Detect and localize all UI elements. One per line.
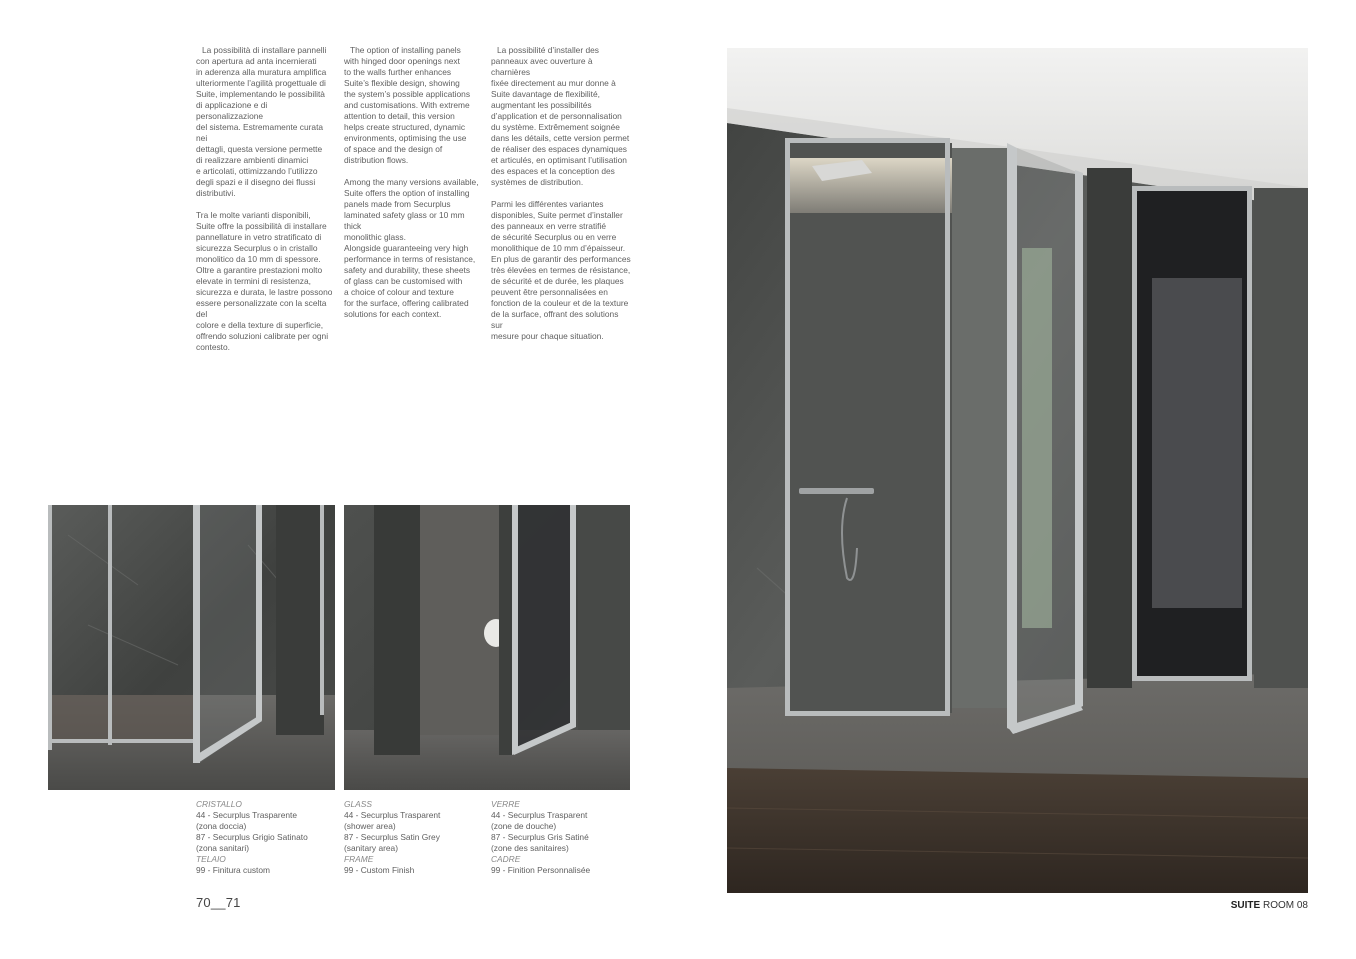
text-line: monolithic glass. bbox=[344, 232, 406, 242]
text-line: Suite offre la possibilità di installare bbox=[196, 221, 327, 231]
caption-line: (sanitary area) bbox=[344, 843, 398, 853]
caption-line: 44 - Securplus Trasparente bbox=[196, 810, 298, 820]
caption-line: (zone des sanitaires) bbox=[491, 843, 569, 853]
text-line: ulteriormente l’agilità progettuale di bbox=[196, 78, 326, 88]
caption-line: 99 - Finitura custom bbox=[196, 865, 271, 875]
text-line: of space and the design of bbox=[344, 144, 443, 154]
caption-line: (zone de douche) bbox=[491, 821, 557, 831]
text-line: dans les détails, cette version permet bbox=[491, 133, 630, 143]
text-line: colore e della texture di superficie, bbox=[196, 320, 324, 330]
text-line: Suite’s flexible design, showing bbox=[344, 78, 460, 88]
brand-section: ROOM 08 bbox=[1260, 900, 1308, 911]
text-line: de réaliser des espaces dynamiques bbox=[491, 144, 627, 154]
text-line: Among the many versions available, bbox=[344, 177, 479, 187]
text-line: fixée directement au mur donne à bbox=[491, 78, 616, 88]
text-line: panneaux avec ouverture à charnières bbox=[491, 56, 593, 77]
caption-frame-heading: FRAME bbox=[344, 854, 374, 864]
text-line: del sistema. Estremamente curata nei bbox=[196, 122, 324, 143]
brand-footer bbox=[1231, 900, 1308, 911]
caption-line: 44 - Securplus Trasparent bbox=[344, 810, 441, 820]
text-line: con apertura ad anta incernierati bbox=[196, 56, 317, 66]
text-line: des espaces et la conception des bbox=[491, 166, 615, 176]
caption-glass-heading: GLASS bbox=[344, 799, 372, 809]
text-line: environments, optimising the use bbox=[344, 133, 467, 143]
caption-frame-heading: CADRE bbox=[491, 854, 521, 864]
text-line: Oltre a garantire prestazioni molto bbox=[196, 265, 323, 275]
text-line: Suite, implementando le possibilità bbox=[196, 89, 325, 99]
text-line: mesure pour chaque situation. bbox=[491, 331, 604, 341]
text-line: peuvent être personnalisées en bbox=[491, 287, 608, 297]
caption-line: 99 - Finition Personnalisée bbox=[491, 865, 591, 875]
text-column-italian bbox=[196, 45, 336, 364]
caption-english bbox=[344, 799, 484, 876]
text-line: sicurezza e durata, le lastre possono bbox=[196, 287, 333, 297]
text-line: La possibilità di installare pannelli bbox=[202, 45, 327, 55]
text-line: laminated safety glass or 10 mm thick bbox=[344, 210, 465, 231]
text-line: Parmi les différentes variantes bbox=[491, 199, 604, 209]
text-line: helps create structured, dynamic bbox=[344, 122, 466, 132]
text-line: di realizzare ambienti dinamici bbox=[196, 155, 309, 165]
text-line: distributivi. bbox=[196, 188, 236, 198]
caption-glass-heading: VERRE bbox=[491, 799, 520, 809]
text-column-english bbox=[344, 45, 484, 331]
text-line: a choice of colour and texture bbox=[344, 287, 454, 297]
paragraph bbox=[491, 199, 631, 342]
photo-shower-room-hinged-panels bbox=[727, 48, 1308, 893]
text-line: panels made from Securplus bbox=[344, 199, 451, 209]
text-line: de la surface, offrant des solutions sur bbox=[491, 309, 619, 330]
text-line: En plus de garantir des performances bbox=[491, 254, 631, 264]
text-line: de sécurité et de durée, les plaques bbox=[491, 276, 624, 286]
text-line: dettagli, questa versione permette bbox=[196, 144, 323, 154]
page-numbers: 70__71 bbox=[196, 895, 241, 910]
text-column-french bbox=[491, 45, 631, 353]
paragraph bbox=[196, 210, 336, 353]
caption-line: 87 - Securplus Gris Satiné bbox=[491, 832, 589, 842]
text-line: Suite davantage de flexibilité, bbox=[491, 89, 600, 99]
text-line: to the walls further enhances bbox=[344, 67, 452, 77]
text-line: très élevées en termes de résistance, bbox=[491, 265, 631, 275]
caption-line: 87 - Securplus Grigio Satinato bbox=[196, 832, 308, 842]
caption-line: (zona sanitari) bbox=[196, 843, 250, 853]
caption-line: 99 - Custom Finish bbox=[344, 865, 415, 875]
text-line: contesto. bbox=[196, 342, 230, 352]
paragraph bbox=[344, 45, 484, 166]
text-line: Suite offers the option of installing bbox=[344, 188, 470, 198]
text-line: sicurezza Securplus o in cristallo bbox=[196, 243, 318, 253]
text-line: Tra le molte varianti disponibili, bbox=[196, 210, 311, 220]
text-line: pannellature in vetro stratificato di bbox=[196, 232, 322, 242]
text-line: in aderenza alla muratura amplifica bbox=[196, 67, 327, 77]
text-line: disponibles, Suite permet d’installer bbox=[491, 210, 623, 220]
paragraph bbox=[196, 45, 336, 199]
caption-frame-heading: TELAIO bbox=[196, 854, 226, 864]
caption-line: 44 - Securplus Trasparent bbox=[491, 810, 588, 820]
text-line: offrendo soluzioni calibrate per ogni bbox=[196, 331, 329, 341]
text-line: e articolati, ottimizzando l’utilizzo bbox=[196, 166, 318, 176]
caption-line: 87 - Securplus Satin Grey bbox=[344, 832, 440, 842]
text-line: fonction de la couleur et de la texture bbox=[491, 298, 629, 308]
text-line: systèmes de distribution. bbox=[491, 177, 584, 187]
text-line: of glass can be customised with bbox=[344, 276, 463, 286]
text-line: degli spazi e il disegno dei flussi bbox=[196, 177, 316, 187]
text-line: monolitico da 10 mm di spessore. bbox=[196, 254, 321, 264]
text-line: for the surface, offering calibrated bbox=[344, 298, 469, 308]
brand-name: SUITE bbox=[1230, 900, 1261, 911]
text-line: de sécurité Securplus ou en verre bbox=[491, 232, 617, 242]
text-line: du système. Extrêmement soignée bbox=[491, 122, 620, 132]
caption-line: (zona doccia) bbox=[196, 821, 247, 831]
text-line: La possibilité d’installer des bbox=[497, 45, 599, 55]
photo-shower-hinged-door-left bbox=[48, 505, 335, 790]
text-line: and customisations. With extreme bbox=[344, 100, 470, 110]
text-line: with hinged door openings next bbox=[344, 56, 460, 66]
text-line: distribution flows. bbox=[344, 155, 409, 165]
text-line: di applicazione e di personalizzazione bbox=[196, 100, 268, 121]
caption-french bbox=[491, 799, 631, 876]
text-line: d’application et de personnalisation bbox=[491, 111, 622, 121]
caption-italian bbox=[196, 799, 336, 876]
text-line: solutions for each context. bbox=[344, 309, 442, 319]
text-line: safety and durability, these sheets bbox=[344, 265, 471, 275]
caption-line: (shower area) bbox=[344, 821, 396, 831]
text-line: essere personalizzate con la scelta del bbox=[196, 298, 327, 319]
text-line: monolithique de 10 mm d’épaisseur. bbox=[491, 243, 626, 253]
text-line: the system’s possible applications bbox=[344, 89, 471, 99]
text-line: Alongside guaranteeing very high bbox=[344, 243, 469, 253]
text-line: augmentant les possibilités bbox=[491, 100, 592, 110]
caption-glass-heading: CRISTALLO bbox=[196, 799, 242, 809]
photo-hinged-door-sanitary-area bbox=[344, 505, 630, 790]
text-line: attention to detail, this version bbox=[344, 111, 455, 121]
text-line: elevate in termini di resistenza, bbox=[196, 276, 311, 286]
text-line: performance in terms of resistance, bbox=[344, 254, 476, 264]
paragraph bbox=[344, 177, 484, 320]
paragraph bbox=[491, 45, 631, 188]
text-line: et articulés, en optimisant l’utilisation bbox=[491, 155, 627, 165]
text-line: The option of installing panels bbox=[350, 45, 461, 55]
text-line: des panneaux en verre stratifié bbox=[491, 221, 606, 231]
